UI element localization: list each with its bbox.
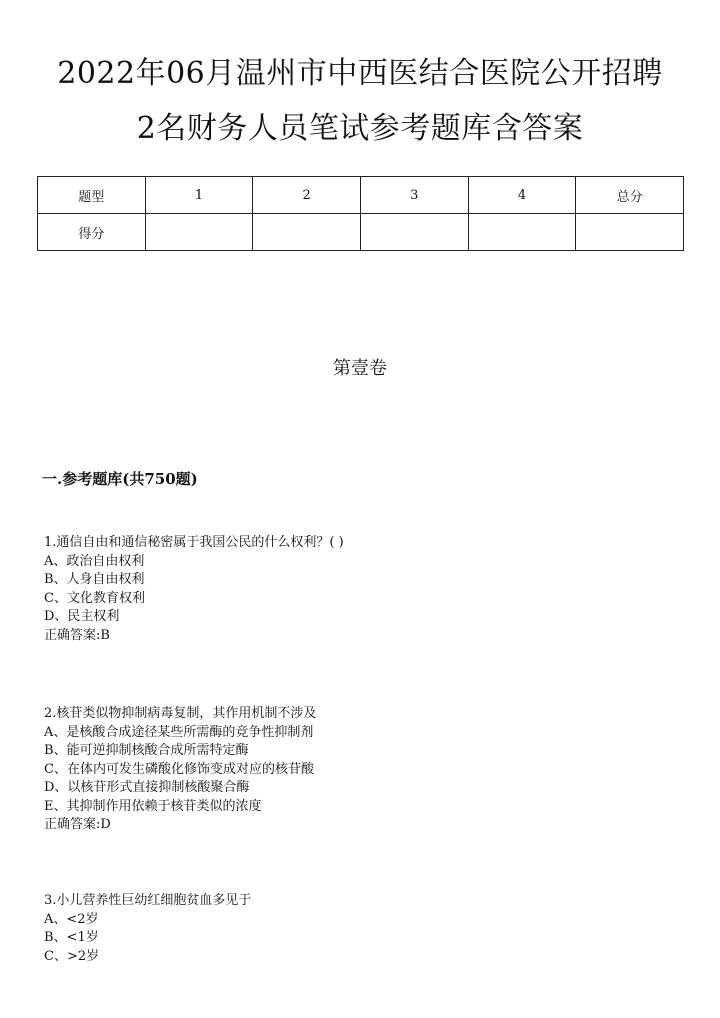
option-a: A、是核酸合成途径某些所需酶的竞争性抑制剂 [44, 724, 314, 740]
option-a: A、政治自由权利 [44, 553, 145, 569]
option-c: C、在体内可发生磷酸化修饰变成对应的核苷酸 [44, 761, 314, 777]
header-cell-2: 2 [253, 177, 361, 214]
header-cell-total: 总分 [576, 177, 684, 214]
option-b: B、能可逆抑制核酸合成所需特定酶 [44, 743, 249, 758]
header-cell-type: 题型 [38, 177, 146, 214]
header-cell-1: 1 [145, 177, 253, 214]
document-title-line-2: 2名财务人员笔试参考题库含答案 [136, 111, 584, 146]
option-c: C、文化教育权利 [44, 590, 145, 606]
score-cell-2 [253, 214, 361, 251]
document-title-line-1: 2022年06月温州市中西医结合医院公开招聘 [57, 56, 663, 91]
score-cell-3 [360, 214, 468, 251]
question-stem: 1.通信自由和通信秘密属于我国公民的什么权利？( ) [44, 535, 344, 550]
question-2 [44, 705, 316, 835]
header-cell-3: 3 [360, 177, 468, 214]
option-d: D、以核苷形式直接抑制核酸聚合酶 [44, 780, 250, 795]
score-table-header-row [38, 177, 684, 214]
option-c: C、>2岁 [44, 948, 100, 964]
score-table [37, 176, 684, 251]
option-e: E、其抑制作用依赖于核苷类似的浓度 [44, 798, 262, 814]
score-cell-1 [145, 214, 253, 251]
row-label-score: 得分 [38, 214, 146, 251]
option-d: D、民主权利 [44, 609, 120, 624]
question-1 [44, 534, 344, 645]
correct-answer: 正确答案:B [44, 627, 110, 643]
question-3 [44, 892, 251, 966]
option-b: B、<1岁 [44, 930, 99, 945]
question-stem: 2.核苷类似物抑制病毒复制，其作用机制不涉及 [44, 706, 317, 721]
correct-answer: 正确答案:D [44, 817, 111, 832]
section-title: 第壹卷 [333, 358, 387, 379]
score-cell-total [576, 214, 684, 251]
score-cell-4 [468, 214, 576, 251]
option-b: B、人身自由权利 [44, 572, 145, 587]
header-cell-4: 4 [468, 177, 576, 214]
option-a: A、<2岁 [44, 911, 99, 927]
part-title: 一.参考题库(共750题) [42, 470, 198, 488]
question-stem: 3.小儿营养性巨幼红细胞贫血多见于 [44, 893, 252, 908]
score-table-score-row [38, 214, 684, 251]
